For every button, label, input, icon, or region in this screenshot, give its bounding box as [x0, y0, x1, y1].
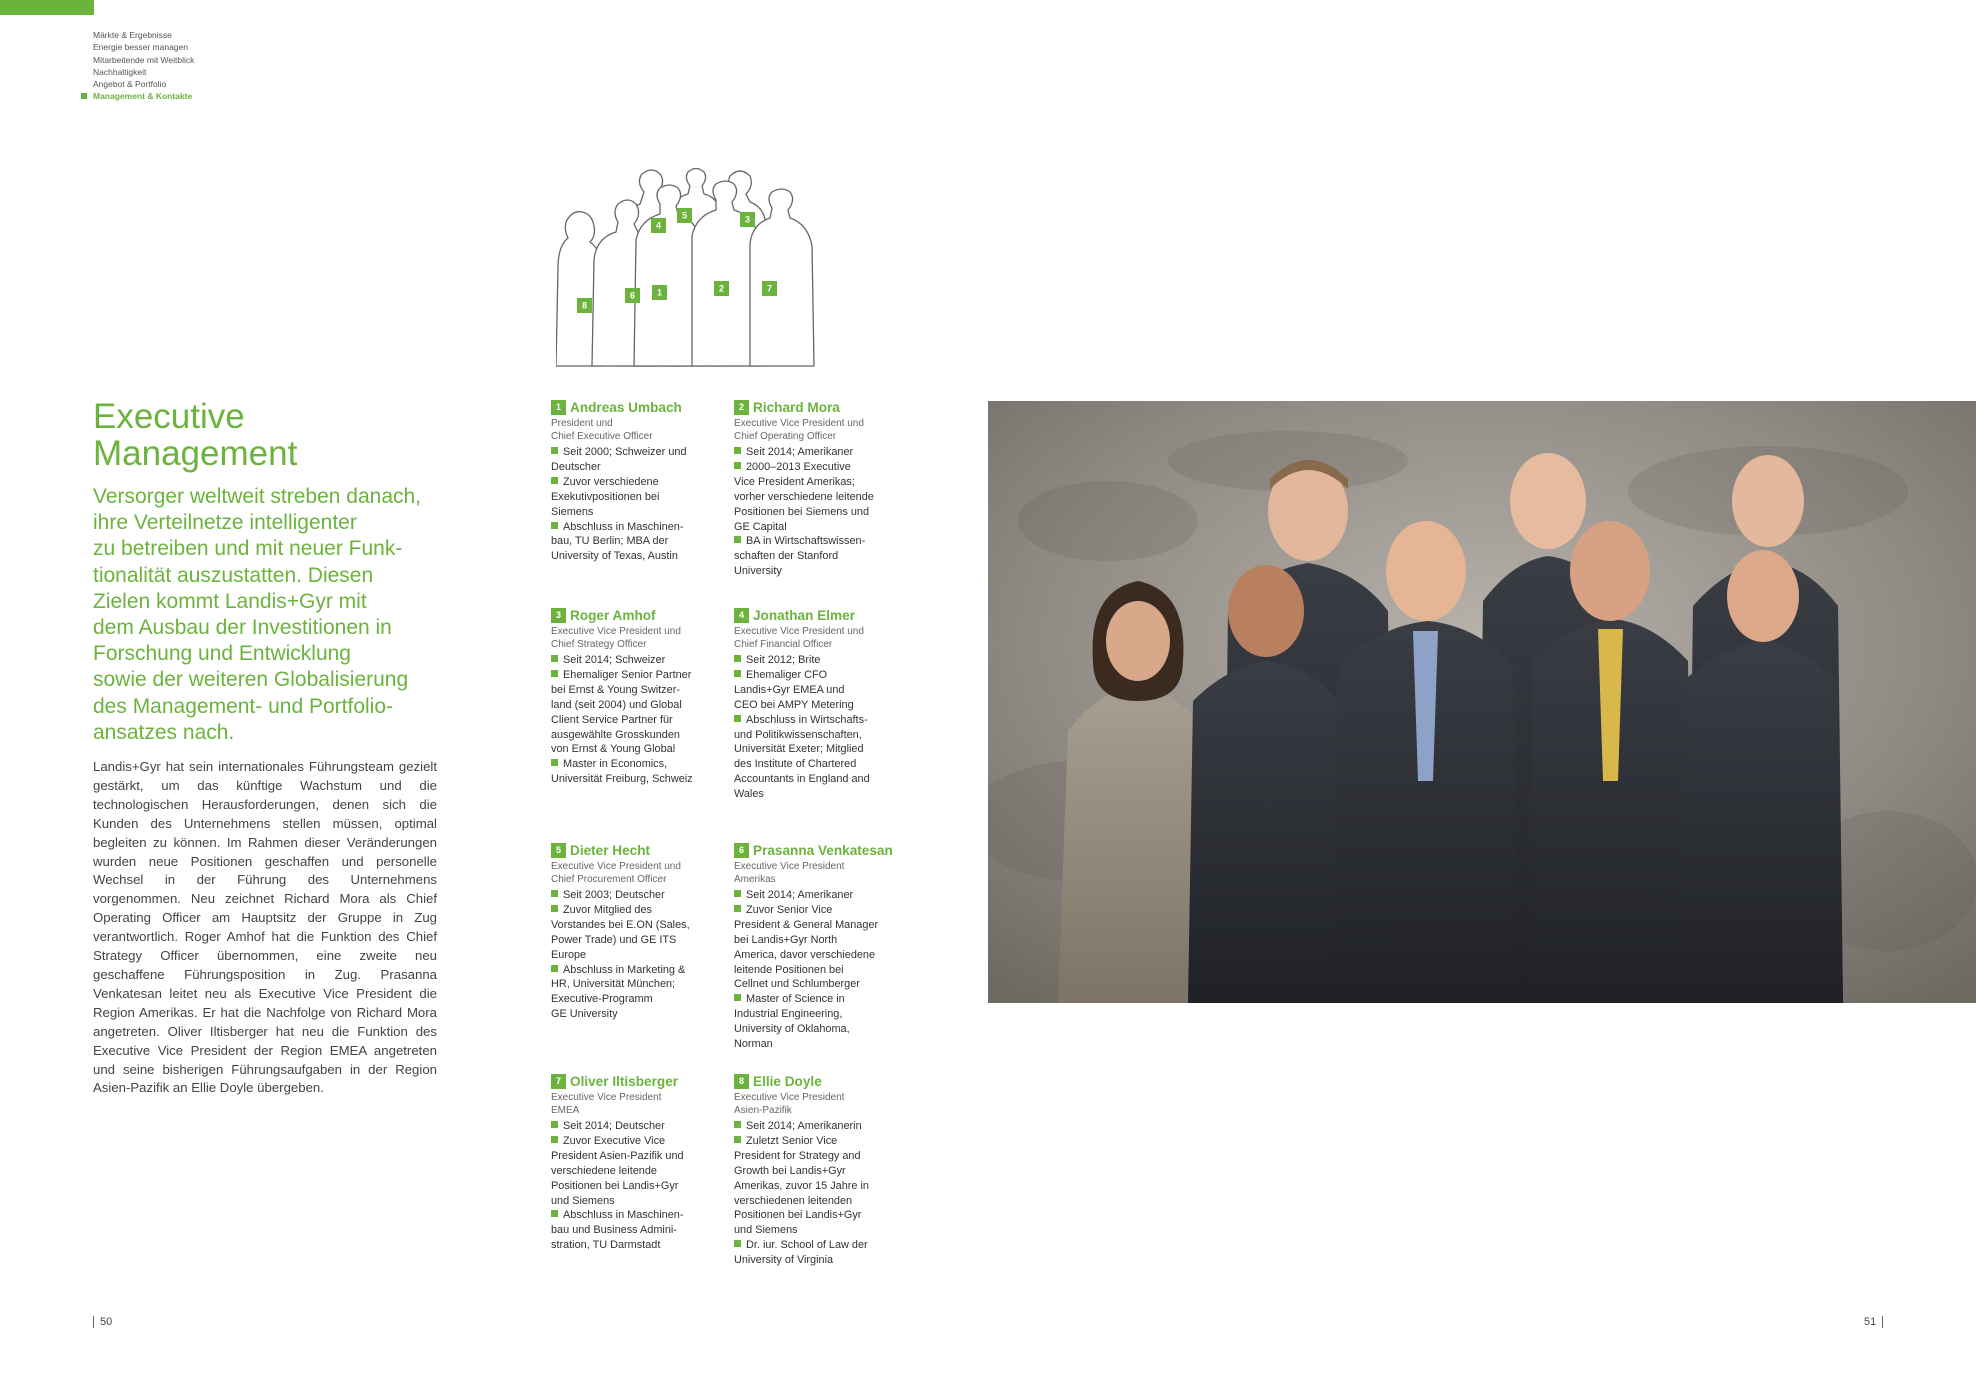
detail-item: Zuvor Mitglied des Vorstandes bei E.ON (Sales, Power Trade) und GE ITS Europe	[551, 903, 690, 961]
bullet-square-icon	[734, 462, 741, 469]
page-title-line1: Executive	[93, 397, 245, 436]
person-name: Ellie Doyle	[753, 1074, 822, 1089]
person-block-3	[551, 608, 723, 787]
page-number-left: 50	[93, 1316, 112, 1328]
person-name: Prasanna Venkatesan	[753, 843, 893, 858]
detail-item: Zuletzt Senior Vice President for Strategy and Growth bei Landis+Gyr Amerikas, zuvor 15 Jahre in verschiedenen leitenden Positionen bei Landis+Gyr und Siemens	[734, 1134, 869, 1237]
nav-item-energie[interactable]: Energie besser managen	[93, 42, 188, 53]
detail-item: Seit 2014; Amerikanerin	[734, 1119, 906, 1134]
bullet-square-icon	[551, 759, 558, 766]
person-role: Executive Vice President und Chief Financial Officer	[734, 626, 864, 650]
bullet-square-icon	[551, 477, 558, 484]
person-details	[551, 888, 723, 1022]
silhouette-num-5: 5	[681, 210, 688, 221]
bullet-square-icon	[551, 522, 558, 529]
person-role: Executive Vice President Asien-Pazifik	[734, 1092, 845, 1116]
detail-item: Ehemaliger Senior Partner bei Ernst & Young Switzer- land (seit 2004) und Global Client Service Partner für ausgewählte Grosskunden von Ernst & Young Global	[551, 668, 692, 756]
bullet-square-icon	[551, 655, 558, 662]
person-role: Executive Vice President EMEA	[551, 1092, 662, 1116]
bullet-square-icon	[551, 447, 558, 454]
nav-item-management-active[interactable]	[93, 90, 194, 102]
detail-item: Seit 2012; Brite	[734, 653, 906, 668]
person-block-2	[734, 400, 906, 579]
detail-item: Seit 2014; Amerikaner	[734, 888, 906, 903]
person-block-1	[551, 400, 723, 564]
detail-item: Seit 2014; Schweizer	[551, 653, 723, 668]
detail-item: Zuvor verschiedene Exekutivpositionen bei Siemens	[551, 475, 660, 518]
nav-item-maerkte[interactable]: Märkte & Ergebnisse	[93, 30, 172, 40]
person-name: Andreas Umbach	[570, 400, 682, 415]
person-details	[734, 445, 906, 579]
person-role: Executive Vice President Amerikas	[734, 861, 845, 885]
team-silhouette-diagram	[556, 168, 862, 370]
executive-team-photo	[988, 401, 1976, 1003]
page-number-right: 51	[1864, 1316, 1883, 1328]
bullet-square-icon	[551, 1210, 558, 1217]
silhouette-num-3: 3	[744, 214, 751, 225]
header-accent-bar	[0, 0, 94, 15]
bullet-square-icon	[734, 715, 741, 722]
active-marker-icon	[81, 93, 87, 99]
person-role: Executive Vice President und Chief Operating Officer	[734, 418, 864, 442]
person-number-badge: 2	[734, 400, 749, 415]
nav-item-mitarbeitende[interactable]: Mitarbeitende mit Weitblick	[93, 54, 195, 65]
person-number-badge: 5	[551, 843, 566, 858]
person-details	[551, 445, 723, 564]
person-number-badge: 8	[734, 1074, 749, 1089]
silhouette-num-4: 4	[655, 220, 662, 231]
person-details	[551, 653, 723, 787]
bullet-square-icon	[734, 655, 741, 662]
person-block-5	[551, 843, 723, 1022]
person-role: Executive Vice President und Chief Strategy Officer	[551, 626, 681, 650]
detail-item: Seit 2003; Deutscher	[551, 888, 723, 903]
person-block-8	[734, 1074, 906, 1268]
detail-item: Seit 2014; Amerikaner	[734, 445, 906, 460]
bullet-square-icon	[734, 447, 741, 454]
person-details	[734, 1119, 906, 1268]
silhouette-num-8: 8	[581, 300, 588, 311]
bullet-square-icon	[551, 890, 558, 897]
person-name: Dieter Hecht	[570, 843, 651, 858]
bullet-square-icon	[734, 1136, 741, 1143]
person-block-6	[734, 843, 906, 1052]
nav-item-nachhaltigkeit[interactable]: Nachhaltigkeit	[93, 66, 147, 77]
detail-item: Ehemaliger CFO Landis+Gyr EMEA und CEO bei AMPY Metering	[734, 668, 854, 711]
bullet-square-icon	[551, 965, 558, 972]
body-paragraph: Landis+Gyr hat sein internationales Führungsteam gezielt gestärkt, um das künftige Wachstum und die technologischen Herausforderungen, denen sich die Kunden des Unternehmens stellen müssen, optimal begleiten zu können. Im Rahmen dieser Veränderungen wurden neue Positionen geschaffen und personelle Wechsel in der Führung des Unternehmens vorgenommen. Neu zeichnet Richard Mora als Chief Operating Officer am Hauptsitz der Gruppe in Zug verantwortlich. Roger Amhof hat die Funktion des Chief Strategy Officer übernommen, eine zweite neu geschaffene Führungsposition in Zug. Prasanna Venkatesan leitet neu als Executive Vice President die Region Amerikas. Er hat die Nachfolge von Richard Mora angetreten. Oliver Iltisberger hat neu die Funktion des Executive Vice President der Region EMEA angetreten und seine bisherigen Führungsaufgaben in der Region Asien-Pazifik an Ellie Doyle übergeben.	[93, 759, 437, 1096]
detail-item: Abschluss in Maschinen- bau und Business Admini- stration, TU Darmstadt	[551, 1209, 684, 1252]
nav-item-management-label: Management & Kontakte	[93, 91, 193, 102]
person-name: Oliver Iltisberger	[570, 1074, 679, 1089]
person-number-badge: 6	[734, 843, 749, 858]
silhouette-num-1: 1	[656, 287, 663, 298]
person-number-badge: 3	[551, 608, 566, 623]
bullet-square-icon	[551, 1121, 558, 1128]
bullet-square-icon	[734, 905, 741, 912]
bullet-square-icon	[734, 994, 741, 1001]
person-number-badge: 4	[734, 608, 749, 623]
silhouette-num-7: 7	[766, 283, 773, 294]
lead-paragraph: Versorger weltweit streben danach, ihre Verteilnetze intelligenter zu betreiben und mit neuer Funk- tionalität auszustatten. Diesen Zielen kommt Landis+Gyr mit dem Ausbau der Investitionen in Forschung und Entwicklung sowie der weiteren Globalisierung des Management- und Portfolio- ansatzes nach.	[93, 485, 422, 744]
bullet-square-icon	[551, 905, 558, 912]
bullet-square-icon	[551, 1136, 558, 1143]
nav-item-angebot[interactable]: Angebot & Portfolio	[93, 79, 167, 90]
person-name: Jonathan Elmer	[753, 608, 855, 623]
bullet-square-icon	[734, 1121, 741, 1128]
person-details	[734, 888, 906, 1052]
bullet-square-icon	[734, 536, 741, 543]
person-role: Executive Vice President und Chief Procurement Officer	[551, 861, 681, 885]
person-block-4	[734, 608, 906, 802]
detail-item: Seit 2000; Schweizer und Deutscher	[551, 446, 687, 473]
detail-item: Abschluss in Marketing & HR, Universität München; Executive-Programm GE University	[551, 963, 686, 1021]
section-navigation	[93, 29, 194, 103]
detail-item: Seit 2014; Deutscher	[551, 1119, 723, 1134]
detail-item: Dr. iur. School of Law der University of Virginia	[734, 1239, 868, 1267]
detail-item: Zuvor Senior Vice President & General Manager bei Landis+Gyr North America, davor verschiedene leitende Positionen bei Cellnet und Schlumberger	[734, 903, 879, 991]
detail-item: Abschluss in Maschinen- bau, TU Berlin; MBA der University of Texas, Austin	[551, 520, 684, 563]
detail-item: Abschluss in Wirtschafts- und Politikwissenschaften, Universität Exeter; Mitglied des Institute of Chartered Accountants in England and Wales	[734, 713, 870, 801]
detail-item: Master of Science in Industrial Engineering, University of Oklahoma, Norman	[734, 993, 850, 1051]
person-number-badge: 1	[551, 400, 566, 415]
bullet-square-icon	[734, 670, 741, 677]
page-title	[93, 398, 297, 472]
person-details	[551, 1119, 723, 1253]
person-role: President und Chief Executive Officer	[551, 418, 653, 442]
detail-item: Zuvor Executive Vice President Asien-Pazifik und verschiedene leitende Positionen bei Landis+Gyr und Siemens	[551, 1134, 684, 1207]
silhouette-num-2: 2	[718, 283, 725, 294]
page-title-line2: Management	[93, 434, 298, 473]
detail-item: BA in Wirtschaftswissen- schaften der Stanford University	[734, 535, 866, 578]
bullet-square-icon	[551, 670, 558, 677]
person-number-badge: 7	[551, 1074, 566, 1089]
detail-item: Master in Economics, Universität Freiburg, Schweiz	[551, 758, 693, 786]
detail-item: 2000–2013 Executive Vice President Amerikas; vorher verschiedene leitende Positionen bei Siemens und GE Capital	[734, 460, 874, 533]
person-name: Richard Mora	[753, 400, 840, 415]
person-block-7	[551, 1074, 723, 1253]
bullet-square-icon	[734, 1240, 741, 1247]
person-details	[734, 653, 906, 802]
bullet-square-icon	[734, 890, 741, 897]
person-name: Roger Amhof	[570, 608, 656, 623]
silhouette-num-6: 6	[629, 290, 636, 301]
